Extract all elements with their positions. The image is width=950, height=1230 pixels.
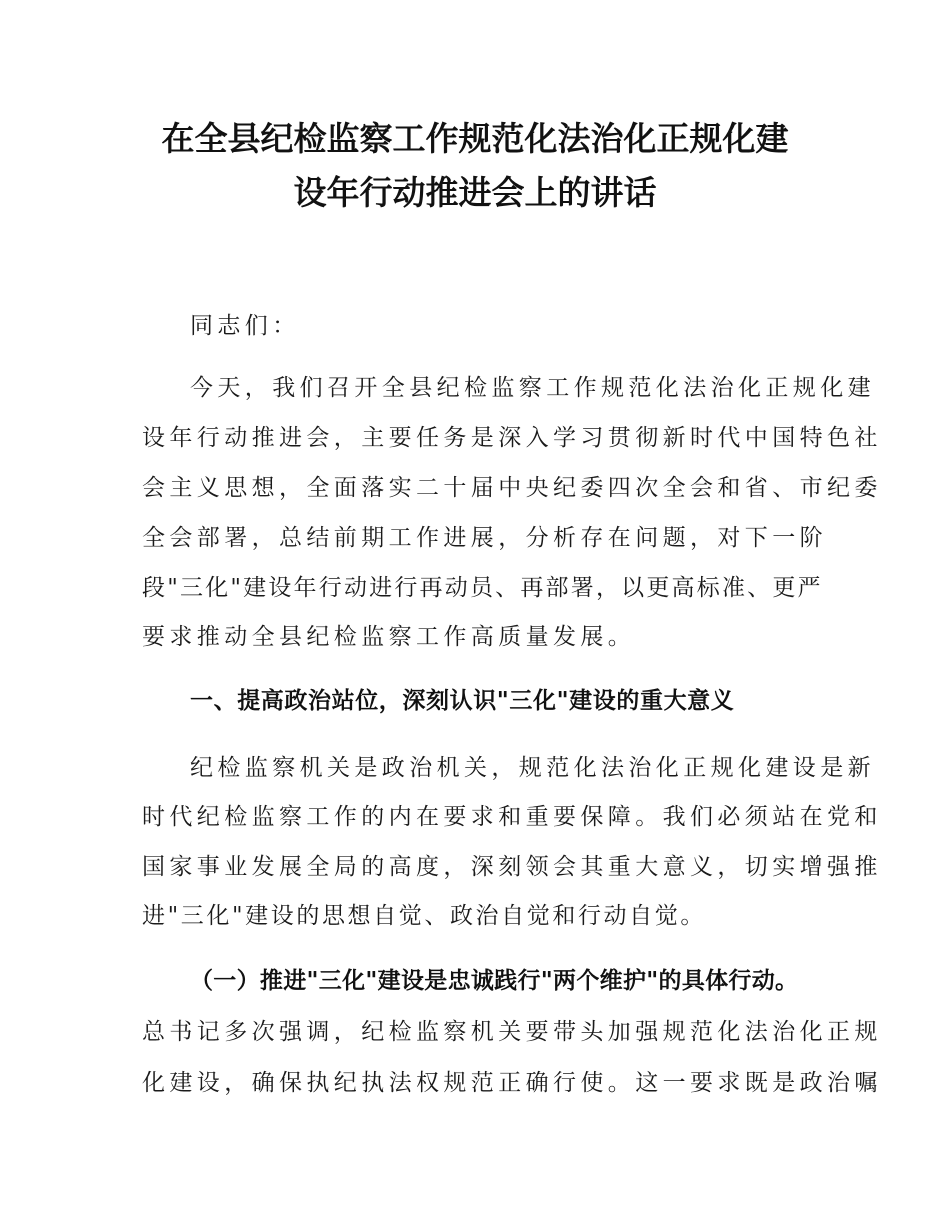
paragraph-2-line: 时代纪检监察工作的内在要求和重要保障。我们必须站在党和 [142,804,882,830]
paragraph-1-line: 要求推动全县纪检监察工作高质量发展。 [142,624,636,650]
salutation: 同志们： [190,313,300,339]
document-title [120,112,830,220]
paragraph-1-line: 会主义思想，全面落实二十届中央纪委四次全会和省、市纪委 [142,475,882,501]
title-line-2: 设年行动推进会上的讲话 [293,173,657,212]
title-line-1: 在全县纪检监察工作规范化法治化正规化建 [161,119,789,158]
paragraph-2-line: 国家事业发展全局的高度，深刻领会其重大意义，切实增强推 [142,854,882,880]
paragraph-2-line: 进"三化"建设的思想自觉、政治自觉和行动自觉。 [142,903,706,929]
paragraph-1-line: 段"三化"建设年行动进行再动员、再部署，以更高标准、更严 [142,575,823,601]
paragraph-3-line: 化建设，确保执纪执法权规范正确行使。这一要求既是政治嘱 [142,1070,882,1096]
section-1-heading: 一、提高政治站位，深刻认识"三化"建设的重大意义 [190,688,735,714]
subsection-1-heading: （一）推进"三化"建设是忠诚践行"两个维护"的具体行动。 [190,968,799,994]
paragraph-1-line: 全会部署，总结前期工作进展，分析存在问题，对下一阶 [142,525,827,551]
paragraph-2-line: 纪检监察机关是政治机关，规范化法治化正规化建设是新 [190,755,875,781]
paragraph-1-line: 今天，我们召开全县纪检监察工作规范化法治化正规化建 [190,375,875,401]
paragraph-1-line: 设年行动推进会，主要任务是深入学习贯彻新时代中国特色社 [142,425,882,451]
paragraph-3-line: 总书记多次强调，纪检监察机关要带头加强规范化法治化正规 [142,1019,882,1045]
